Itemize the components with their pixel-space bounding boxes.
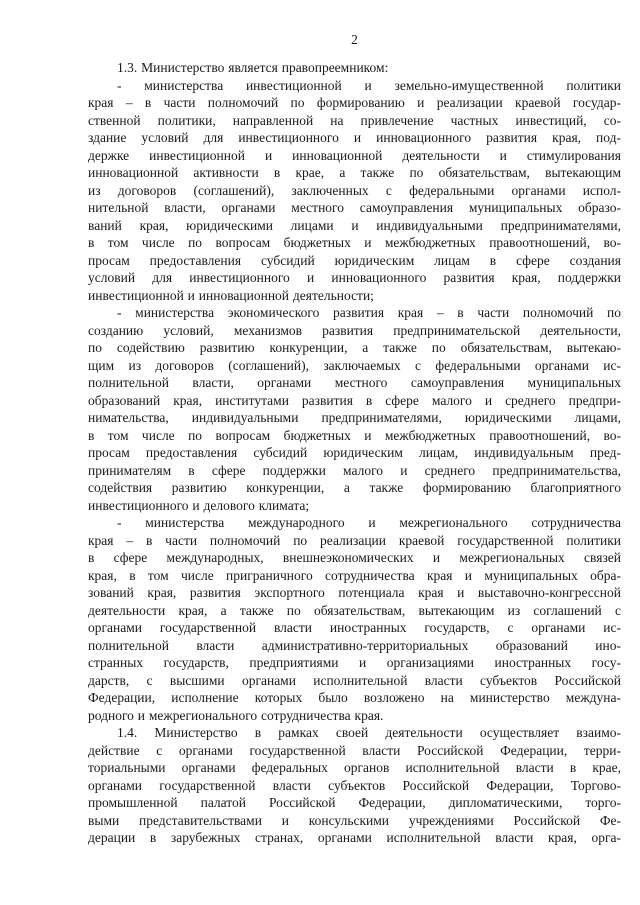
text-line: по содействию развитию конкуренции, а также по обязательствам, вытекаю- [88,340,621,355]
text-line: выми представительствами и консульскими учреждениями Российской Фе- [88,812,621,828]
text-line: просам предоставления субсидий юридическим лицам, индивидуальным пред- [88,445,621,460]
text-line: в том числе по вопросам бюджетных и межбюджетных правоотношений, во- [88,427,621,443]
text-line: держке инвестиционной и инновационной деятельности и стимулирования [88,147,621,163]
text-line: края – в части полномочий по формированию и реализации краевой государ- [88,95,621,110]
text-line: промышленной палатой Российской Федерации, дипломатическими, торго- [88,795,621,810]
text-line: из договоров (соглашений), заключенных с федеральными органами испол- [88,182,621,198]
text-line: здание условий для инвестиционного и инновационного развития края, под- [88,130,621,145]
text-line: созданию условий, механизмов развития предпринимательской деятельности, [88,322,621,338]
text-line: условий для инвестиционного и инновационного развития края, поддержки [88,270,621,285]
document-body [88,59,621,847]
text-line: - министерства международного и межрегионального сотрудничества [117,515,621,530]
text-line: щим из договоров (соглашений), заключаемых с федеральными органами ис- [88,357,621,373]
text-line: края – в части полномочий по реализации краевой государственной политики [88,532,621,548]
text-line: странных государств, предприятиями и организациями иностранных госу- [88,655,621,670]
text-line: в сфере международных, внешнеэкономических и межрегиональных связей [88,550,621,565]
text-line: органами государственной власти субъектов Российской Федерации, Торгово- [88,777,621,793]
page-number: 2 [351,32,358,47]
text-line: 1.4. Министерство в рамках своей деятельности осуществляет взаимо- [117,725,621,740]
text-line: родного и межрегионального сотрудничества края. [88,707,384,723]
text-line: просам предоставления субсидий юридическим лицам в сфере создания [88,252,621,268]
text-line: полнительной власти, органами местного самоуправления муниципальных [88,375,621,390]
text-line: в том числе по вопросам бюджетных и межбюджетных правоотношений, во- [88,235,621,250]
text-line: зований края, развития экспортного потенциала края и выставочно-конгрессной [88,585,621,600]
text-line: инвестиционной и инновационной деятельности; [88,287,374,303]
page-content [88,31,621,847]
text-line: органами государственной власти иностранных государств, с органами ис- [88,620,621,635]
text-line: образований края, институтами развития в сфере малого и среднего предпри- [88,392,621,408]
text-line: принимателям в сфере поддержки малого и среднего предпринимательства, [88,462,621,478]
text-line: края, в том числе приграничного сотрудничества края и муниципальных обра- [88,567,621,583]
text-line: полнительной власти административно-территориальных образований ино- [88,637,621,653]
text-line: дерации в зарубежных странах, органами исполнительной власти края, орга- [88,830,621,845]
text-line: нимательства, индивидуальными предпринимателями, юридическими лицами, [88,410,621,425]
text-line: Федерации, исполнение которых было возложено на министерство междуна- [88,690,621,705]
text-line: содействия развитию конкуренции, а также формированию благоприятного [88,480,621,495]
text-line: инвестиционного и делового климата; [88,497,310,513]
text-line: деятельности края, а также по обязательствам, вытекающим из соглашений с [88,602,621,618]
text-line: - министерства инвестиционной и земельно-имущественной политики [117,77,621,93]
text-line: нительной власти, органами местного самоуправления муниципальных образо- [88,200,621,215]
text-line: 1.3. Министерство является правопреемником: [117,60,389,75]
text-line: ториальными органами федеральных органов исполнительной власти в крае, [88,760,621,775]
text-line: дарств, с высшими органами исполнительной власти субъектов Российской [88,672,621,688]
text-line: инновационной активности в крае, а также по обязательствам, вытекающим [88,165,621,180]
text-line: ственной политики, направленной на привлечение частных инвестиций, со- [88,112,621,128]
text-line: ваний края, юридическими лицами и индивидуальными предпринимателями, [88,217,621,233]
text-line: действие с органами государственной власти Российской Федерации, терри- [88,742,621,758]
text-line: - министерства экономического развития края – в части полномочий по [117,305,621,320]
